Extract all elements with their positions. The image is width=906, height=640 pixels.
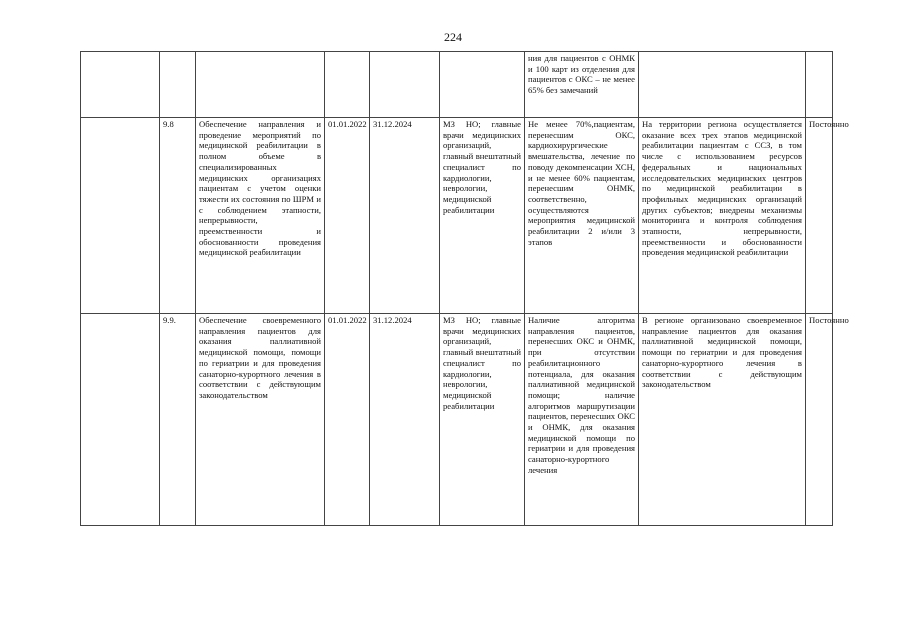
indicator-cell: ния для пациентов с ОНМК и 100 карт из отделения для пациентов с ОКС – не менее 65% без замечаний: [525, 52, 639, 118]
responsible-cell: МЗ НО; главные врачи медицинских организаций, главный внештатный специалист по кардиологии, неврологии, медицинской реабилитации: [440, 314, 525, 526]
action-cell: Обеспечение направления и проведение мероприятий по медицинской реабилитации в полном объеме в специализированных медицинских организациях пациентам с учетом оценки тяжести их состояния по ШРМ и с соблюдением этапности, непрерывности, преемственности и обоснованности проведения медицинской реабилитации: [196, 118, 325, 314]
start-date-cell: 01.01.2022: [325, 118, 370, 314]
action-cell: Обеспечение своевременного направления пациентов для оказания паллиативной медицинской помощи, помощи по гериатрии и для проведения санаторно-курортного лечения в соответствии с действующим законодательством: [196, 314, 325, 526]
table-row: [81, 52, 833, 118]
result-cell: [639, 52, 806, 118]
row-number-cell: 9.8: [160, 118, 196, 314]
responsible-cell: [440, 52, 525, 118]
end-date-cell: 31.12.2024: [370, 314, 440, 526]
frequency-cell: Постоянно: [806, 314, 833, 526]
indicator-cell: Не менее 70%,пациентам, перенесшим ОКС, кардиохирургические вмешательства, лечение по поводу декомпенсации ХСН, и не менее 60% пациентам, перенесшим ОНМК, соответственно, осуществляются мероприятия медицинской реабилитации 2 и/или 3 этапов: [525, 118, 639, 314]
empty-margin-cell: [81, 118, 160, 314]
responsible-cell: МЗ НО; главные врачи медицинских организаций, главный внештатный специалист по кардиологии, неврологии, медицинской реабилитации: [440, 118, 525, 314]
start-date-cell: 01.01.2022: [325, 314, 370, 526]
empty-margin-cell: [81, 52, 160, 118]
page-number: 224: [444, 30, 462, 44]
start-date-cell: [325, 52, 370, 118]
row-number-cell: 9.9.: [160, 314, 196, 526]
table-row: [81, 314, 833, 526]
row-number-cell: [160, 52, 196, 118]
table-row: [81, 118, 833, 314]
result-cell: На территории региона осуществляется оказание всех трех этапов медицинской реабилитации пациентам с ССЗ, в том числе с использованием ресурсов федеральных и национальных исследовательских медицинских центров по медицинской реабилитации в профильных медицинских организаций других субъектов; внедрены механизмы мониторинга и контроля соблюдения этапности, непрерывности, преемственности и обоснованности проведения медицинской реабилитации: [639, 118, 806, 314]
indicator-cell: Наличие алгоритма направления пациентов, перенесших ОКС и ОНМК, при отсутствии реабилитационного потенциала, для оказания паллиативной медицинской помощи; наличие алгоритмов маршрутизации пациентов, перенесших ОКС и ОНМК, для оказания медицинской помощи по гериатрии и для проведения санаторно-курортного лечения: [525, 314, 639, 526]
end-date-cell: 31.12.2024: [370, 118, 440, 314]
frequency-cell: [806, 52, 833, 118]
frequency-cell: Постоянно: [806, 118, 833, 314]
measures-table: [80, 51, 849, 526]
result-cell: В регионе организовано своевременное направление пациентов для оказания паллиативной медицинской помощи, помощи по гериатрии и для проведения санаторно-курортного лечения в соответствии с действующим законодательством: [639, 314, 806, 526]
empty-margin-cell: [81, 314, 160, 526]
action-cell: [196, 52, 325, 118]
end-date-cell: [370, 52, 440, 118]
